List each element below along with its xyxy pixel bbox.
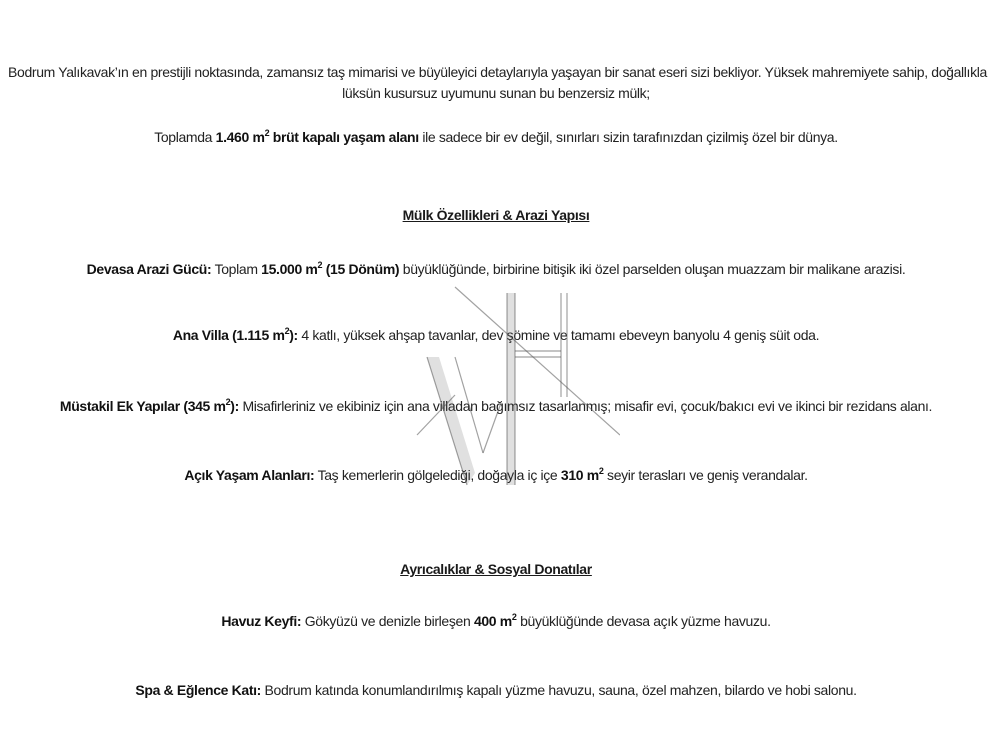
- section-heading-amenities: Ayrıcalıklar & Sosyal Donatılar: [400, 561, 592, 577]
- feature-pool: Havuz Keyfi: Gökyüzü ve denizle birleşen 400 $m^2$ büyüklüğünde devasa açık yüzme havuzu.: [221, 612, 771, 629]
- total-area-paragraph: [0, 127, 992, 148]
- feature-annex-buildings: Müstakil Ek Yapılar (345 $m^2$): Misafirleriniz ve ekibiniz için ana villadan bağımsız tasarlanmış; misafir evi, çocuk/bakıcı evi ve ikinci bir rezidans alanı.: [59, 397, 933, 414]
- land-area-value: 15.000 $m^2$ (15 Dönüm): [261, 260, 400, 277]
- feature-label: Spa & Eğlence Katı:: [135, 682, 261, 698]
- section-heading-property-features: Mülk Özellikleri & Arazi Yapısı: [402, 207, 590, 223]
- feature-label: Açık Yaşam Alanları:: [184, 467, 315, 483]
- intro-paragraph: [0, 62, 992, 104]
- vh-monogram-watermark-icon: [415, 285, 620, 490]
- feature-outdoor-living: Açık Yaşam Alanları: Taş kemerlerin gölgelediği, doğayla iç içe 310 $m^2$ seyir terasları ve geniş verandalar.: [184, 466, 808, 483]
- feature-land: Devasa Arazi Gücü: Toplam 15.000 $m^2$ (15 Dönüm) büyüklüğünde, birbirine bitişik iki özel parselden oluşan muazzam bir malikane arazisi.: [86, 260, 906, 277]
- feature-label: Ana Villa (1.115 $m^2$):: [172, 326, 298, 343]
- total-prefix: Toplamda: [154, 129, 216, 145]
- feature-label: Müstakil Ek Yapılar (345 $m^2$):: [59, 397, 239, 414]
- terrace-area-value: 310 $m^2$: [560, 466, 604, 483]
- feature-label: Devasa Arazi Gücü:: [86, 261, 212, 277]
- feature-spa-floor: Spa & Eğlence Katı: Bodrum katında konumlandırılmış kapalı yüzme havuzu, sauna, özel mahzen, bilardo ve hobi salonu.: [135, 682, 857, 698]
- total-suffix: ile sadece bir ev değil, sınırları sizin tarafınızdan çizilmiş özel bir dünya.: [418, 129, 838, 145]
- total-area-value: 1.460 $m^2$ brüt kapalı yaşam alanı: [215, 128, 419, 145]
- feature-label: Havuz Keyfi:: [221, 613, 302, 629]
- intro-line-1: Bodrum Yalıkavak’ın en prestijli noktasında, zamansız taş mimarisi ve büyüleyici detaylarıyla yaşayan bir sanat eseri sizi bekliyor. Yüksek mahremiyete sahip, doğallıkla: [8, 64, 987, 80]
- intro-line-2: lüksün kusursuz uyumunu sunan bu benzersiz mülk;: [342, 85, 650, 101]
- pool-area-value: 400 $m^2$: [473, 612, 517, 629]
- feature-main-villa: Ana Villa (1.115 $m^2$): 4 katlı, yüksek ahşap tavanlar, dev şömine ve tamamı ebeveyn banyolu 4 geniş süit oda.: [172, 326, 820, 343]
